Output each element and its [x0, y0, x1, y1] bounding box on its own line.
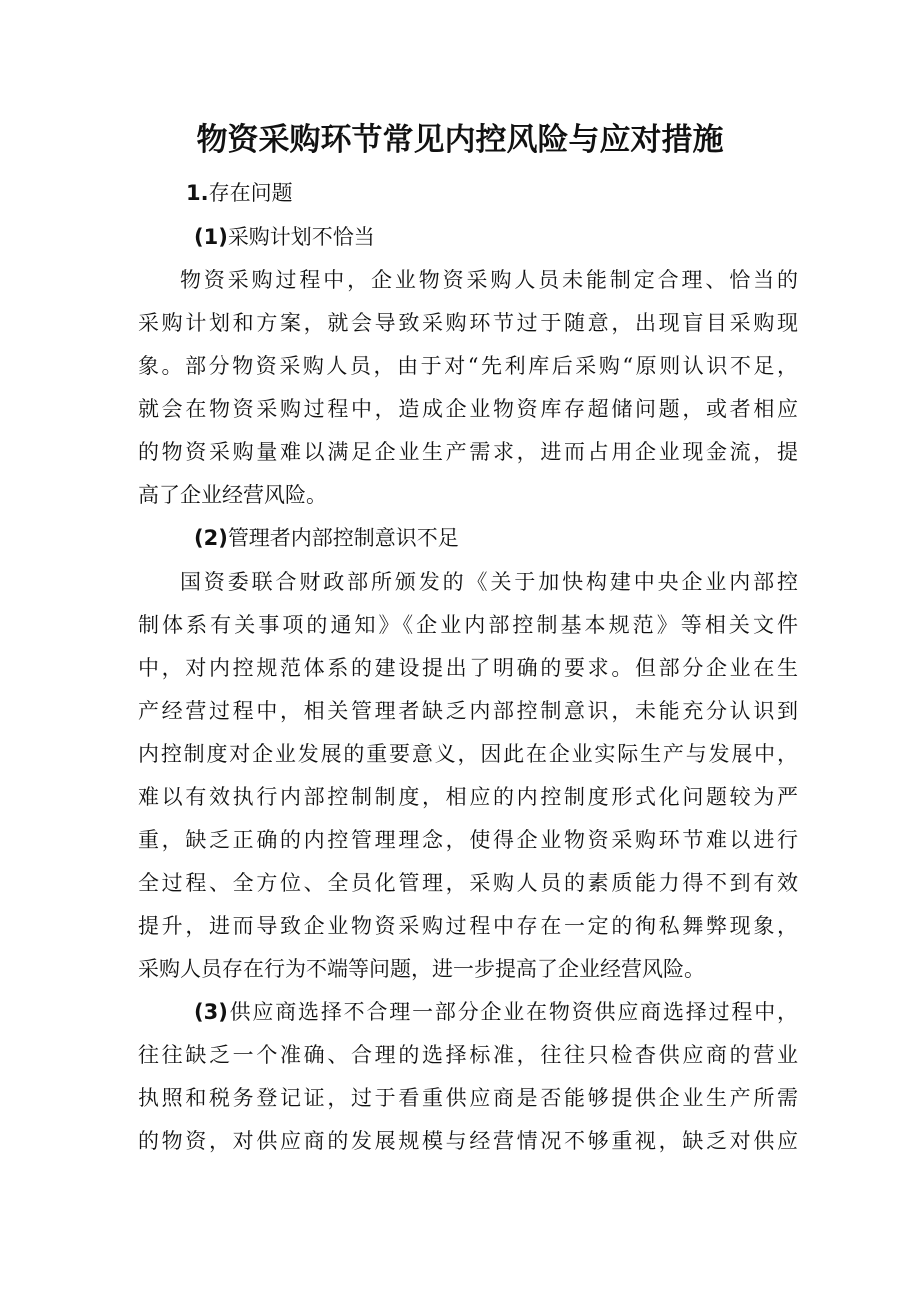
subsection-number: (2) — [194, 526, 228, 550]
subsection-label: 供应商选择不合理一部分企业在物资供应商选择过程中， — [227, 1000, 798, 1024]
paragraph-line: 象。部分物资采购人员，由于对“先利库后采购“原则认识不足， — [138, 354, 798, 378]
paragraph-line: 采购计划和方案，就会导致采购环节过于随意，出现盲目采购现 — [138, 311, 798, 335]
subsection-number: (1) — [194, 225, 228, 249]
paragraph-line: 往往缺乏一个准确、合理的选择标准，往往只检杳供应商的营业 — [138, 1043, 798, 1067]
subsection-heading-3 — [194, 997, 798, 1027]
paragraph-line: 内控制度对企业发展的重要意义，因此在企业实际生产与发展中， — [138, 742, 798, 766]
paragraph-line: 全过程、全方位、全员化管理，采购人员的素质能力得不到有效 — [138, 871, 798, 895]
section-number: 1. — [186, 181, 209, 205]
paragraph-line: 执照和税务登记证，过于看重供应商是否能够提供企业生产所需 — [138, 1086, 798, 1110]
section-heading-1 — [186, 178, 293, 208]
paragraph-line: 中，对内控规范体系的建设提出了明确的要求。但部分企业在生 — [138, 656, 798, 680]
subsection-heading-1 — [194, 222, 375, 252]
paragraph-line: 产经营过程中，相关管理者缺乏内部控制意识，未能充分认识到 — [138, 699, 798, 723]
subsection-heading-2 — [194, 523, 459, 553]
paragraph-line: 的物资采购量难以满足企业生产需求，进而占用企业现金流，提 — [138, 440, 798, 464]
paragraph-line: 物资采购过程中，企业物资采购人员未能制定合理、恰当的 — [180, 268, 798, 292]
subsection-label: 管理者内部控制意识不足 — [227, 526, 459, 550]
paragraph-line: 提升，进而导致企业物资采购过程中存在一定的徇私舞弊现象， — [138, 914, 798, 938]
paragraph-line: 高了企业经营风险。 — [138, 483, 327, 507]
paragraph-line: 国资委联合财政部所颁发的《关于加快构建中央企业内部控 — [180, 570, 798, 594]
paragraph-line: 的物资，对供应商的发展规模与经营情况不够重视，缺乏对供应 — [138, 1129, 798, 1153]
paragraph-line: 制体系有关事项的通知》《企业内部控制基本规范》等相关文件 — [138, 613, 798, 637]
subsection-label: 采购计划不恰当 — [227, 225, 375, 249]
paragraph-line: 难以有效执行内部控制制度，相应的内控制度形式化问题较为严 — [138, 785, 798, 809]
paragraph-line: 就会在物资采购过程中，造成企业物资库存超储问题，或者相应 — [138, 397, 798, 421]
paragraph-line: 采购人员存在行为不端等问题，进一步提高了企业经营风险。 — [138, 957, 705, 981]
section-label: 存在问题 — [208, 181, 293, 205]
paragraph-line: 重，缺乏正确的内控管理理念，使得企业物资采购环节难以进行 — [138, 828, 798, 852]
subsection-number: (3) — [194, 1000, 228, 1024]
document-title: 物资采购环节常见内控风险与应对措施 — [196, 122, 724, 158]
